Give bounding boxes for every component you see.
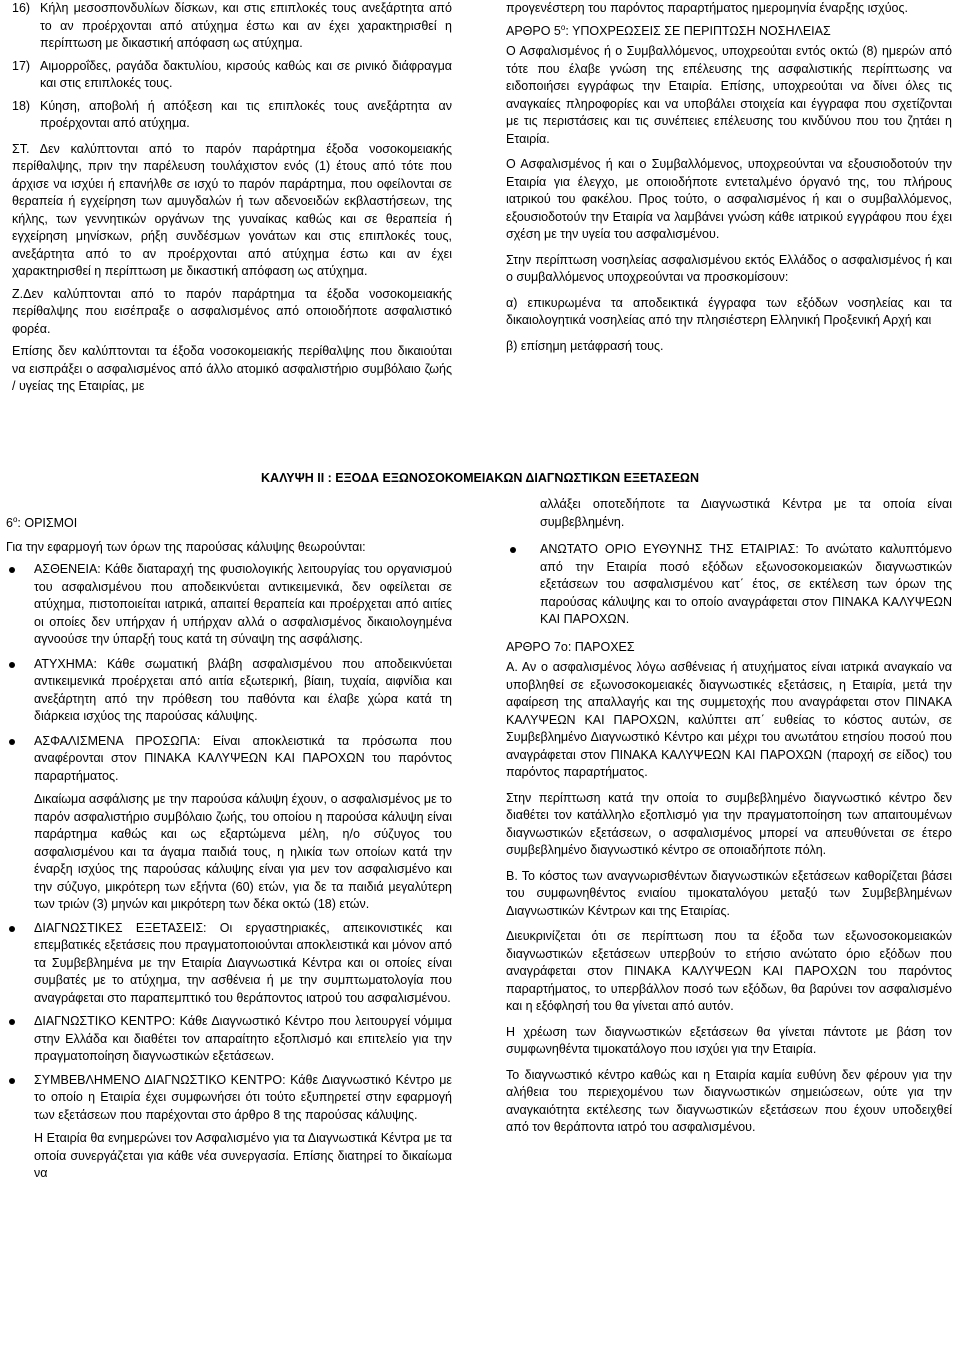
insured-persons-continuation: Δικαίωμα ασφάλισης με την παρούσα κάλυψη έχουν, ο ασφαλισμένος με το παρόν ασφαλιστήριο συμβόλαιο ζωής, του οποίου η παρούσα κάλυψη είναι παράρτημα καθώς και ως εξαρτώμενα μέλη, η/ο σύζυγος του ασφαλισμένου και τα άγαμα παιδιά τους, η ηλικία των οποίων κατά την έναρξη ισχύος της παρούσας κάλυψης είναι για μεν τον ασφαλισμένο και την σύζυγο, μικρότερη των εξήντα (60) ετών, για δε τα παιδιά μεγαλύτερη των τριών (3) μηνών και μικρότερη των δέκα οκτώ (18) ετών. [34,792,452,911]
top-left-column [12,0,452,401]
paragraph-st: ΣΤ. Δεν καλύπτονται από το παρόν παράρτημα έξοδα νοσοκομειακής περίθαλψης, πριν την παρέλευση τουλάχιστον ενός (1) έτους από τότε που άρχισε να ισχύει ή επανήλθε σε ισχύ το παρόν παράρτημα, που οφείλονται σε θεραπεία ή εγχείρηση των αμυγδαλών ή των αδενοειδών εκβλαστήσεων, της κήλης, των γεννητικών οργάνων της γυναίκας καθώς και σε θεραπεία ή εγχείρηση μηνίσκων, ρήξη συνδέσμων γονάτων και στις επιπλοκές τους, ανεξάρτητα από το αν προέρχονται από ατύχημα έστω και αν έχει χαρακτηρισθεί η περίπτωση με δικαστική απόφαση ως ατύχημα. [12,141,452,278]
continuation-text: αλλάξει οποτεδήποτε τα Διαγνωστικά Κέντρα με τα οποία είναι συμβεβλημένη. [540,497,952,529]
definition-diagnostic-center: ΔΙΑΓΝΩΣΤΙΚΟ ΚΕΝΤΡΟ: Κάθε Διαγνωστικό Κέντρο που λειτουργεί νόμιμα στην Ελλάδα και διαθέτει τον απαραίτητο εξοπλισμό και επιτελείο για την πραγματοποίηση διαγνωστικών εξετάσεων. [6,1013,452,1066]
definition-insured-persons: ΑΣΦΑΛΙΣΜΕΝΑ ΠΡΟΣΩΠΑ: Είναι αποκλειστικά τα πρόσωπα που αναφέρονται στον ΠΙΝΑΚΑ ΚΑΛΥΨΕΩΝ ΚΑΙ ΠΑΡΟΧΩΝ του παρόντος παραρτήματος. [6,733,452,786]
bullet-icon [9,926,15,932]
article-5-para-5: β) επίσημη μετάφρασή τους. [506,338,664,353]
article-7-title: ΑΡΘΡΟ 7ο: ΠΑΡΟΧΕΣ [506,639,635,654]
definition-accident: ΑΤΥΧΗΜΑ: Κάθε σωματική βλάβη ασφαλισμένου που αποδεικνύεται αντικειμενικά προέρχεται από αιτία εξωτερική, βίαιη, τυχαία, αιφνίδια και ανεξάρτητη από την πρόθεση του παθόντα και έλαβε χώρα κατά τη διάρκεια ισχύος της παρούσας κάλυψης. [6,656,452,726]
continuation-text: προγενέστερη του παρόντος παραρτήματος ημερομηνία έναρξης ισχύος. [506,1,908,15]
article-7-para-b4: Το διαγνωστικό κέντρο καθώς και η Εταιρία καμία ευθύνη δεν φέρουν για την αλήθεια του περιεχομένου των διαγνωστικών σημειώσεων, ούτε για την αναγκαιότητα εκτέλεσης των διαγνωστικών εξετάσεων που έχουν υποδειχθεί από τον θεράποντα ιατρό του ασφαλισμένου. [506,1067,952,1134]
exclusion-item-16 [12,0,452,53]
bullet-icon [9,1078,15,1084]
exclusion-item-17 [12,58,452,93]
contracted-center-continuation: Η Εταιρία θα ενημερώνει τον Ασφαλισμένο για τα Διαγνωστικά Κέντρα με τα οποία συνεργάζεται για κάθε νέα συνεργασία. Επίσης διατηρεί το δικαίωμα να [34,1131,452,1180]
article-7-para-a: Α. Αν ο ασφαλισμένος λόγω ασθένειας ή ατυχήματος είναι ιατρικά αναγκαίο να υποβληθεί σε εξωνοσοκομειακές διαγνωστικές εξετάσεις, η Εταιρία, μετά την αφαίρεση της απαλλαγής και της συμμετοχής που αναγράφεται στον ΠΙΝΑΚΑ ΚΑΛΥΨΕΩΝ ΚΑΙ ΠΑΡΟΧΩΝ, καλύπτει απ΄ ευθείας το κόστος αυτών, σε Συμβεβλημένο Διαγνωστικό Κέντρο και μέχρι του ανωτάτου ετησίου ποσού που αναγράφεται στον ΠΙΝΑΚΑ ΚΑΛΥΨΕΩΝ ΚΑΙ ΠΑΡΟΧΩΝ (παροχή σε είδος) του παρόντος παραρτήματος. [506,660,952,779]
article-6-title: $6^o$: ΟΡΙΣΜΟΙ [6,514,78,530]
section-title: ΚΑΛΥΨΗ ΙΙ : ΕΞΟΔΑ ΕΞΩΝΟΣΟΚΟΜΕΙΑΚΩΝ ΔΙΑΓΝΩΣΤΙΚΩΝ ΕΞΕΤΑΣΕΩΝ [261,471,699,485]
item-text: Κήλη μεσοσπονδυλίων δίσκων, και στις επιπλοκές τους ανεξάρτητα από το αν προέρχονται από ατύχημα έστω και αν έχει χαρακτηρισθεί η περίπτωση με δικαστική απόφαση ως ατύχημα. [40,1,452,50]
article-5-para-1: Ο Ασφαλισμένος ή ο Συμβαλλόμενος, υποχρεούται εντός οκτώ (8) ημερών από τότε που έλαβε γνώση της επέλευσης της ασφαλιστικής περίπτωσης να ειδοποιήσει εγγράφως την Εταιρία. Επίσης, υποχρεούται να δίνει όλες τις αναγκαίες πληροφορίες και να υποβάλει στοιχεία και έγγραφα που σχετίζονται με τις περιστάσεις και τις συνέπειες επέλευσης του κινδύνου που του ζητάει η Εταιρία. [506,44,952,146]
definition-diagnostic-tests: ΔΙΑΓΝΩΣΤΙΚΕΣ ΕΞΕΤΑΣΕΙΣ: Οι εργαστηριακές, απεικονιστικές και επεμβατικές εξετάσεις που πραγματοποιούνται αποκλειστικά και μόνον από τα Συμβεβλημένα με την Εταιρία Διαγνωστικά Κέντρα και οι οποίες είναι συμβατές με το ατύχημα, την ασθένεια ή με την συμπτωματολογία που αναγράφεται στο παραπεμπτικό του θεράποντος ιατρού του ασφαλισμένου. [6,920,452,1008]
bullet-icon [9,1019,15,1025]
article-7-para-b2: Διευκρινίζεται ότι σε περίπτωση που τα έξοδα των εξωνοσοκομειακών διαγνωστικών εξετάσεων υπερβούν το ετήσιο ανώτατο όριο εξόδων που αναγράφεται στον ΠΙΝΑΚΑ ΚΑΛΥΨΕΩΝ ΚΑΙ ΠΑΡΟΧΩΝ του παρόντος παραρτήματος, το υπερβάλλον ποσό των εξόδων, θα βαρύνει τον ασφαλισμένο και η εξόφλησή του θα γίνεται από αυτόν. [506,929,952,1013]
article-5-para-4: α) επικυρωμένα τα αποδεικτικά έγγραφα των εξόδων νοσηλείας και τα δικαιολογητικά νοσηλείας από την πλησιέστερη Ελληνική Προξενική Αρχή και [506,295,952,327]
definition-contracted-center: ΣΥΜΒΕΒΛΗΜΕΝΟ ΔΙΑΓΝΩΣΤΙΚΟ ΚΕΝΤΡΟ: Κάθε Διαγνωστικό Κέντρο με το οποίο η Εταιρία έχει συμφωνήσει ότι τούτο εξυπηρετεί στην εφαρμογή των εξετάσεων που παρέχονται στο άρθρο 8 της παρούσας κάλυψης. [6,1072,452,1125]
definitions-intro: Για την εφαρμογή των όρων της παρούσας κάλυψης θεωρούνται: [6,539,366,554]
article-5-para-3: Στην περίπτωση νοσηλείας ασφαλισμένου εκτός Ελλάδος ο ασφαλισμένος ή και ο συμβαλλόμενος υποχρεούνται να προσκομίσουν: [506,252,952,284]
article-5-title: ΑΡΘΡΟ $5^o$: ΥΠΟΧΡΕΩΣΕΙΣ ΣΕ ΠΕΡΙΠΤΩΣΗ ΝΟΣΗΛΕΙΑΣ [506,22,831,38]
paragraph-also: Επίσης δεν καλύπτονται τα έξοδα νοσοκομειακής περίθαλψης που δικαιούται να εισπράξει ο ασφαλισμένος από άλλο ατομικό ασφαλιστήριο συμβόλαιο ζωής / υγείας της Εταιρίας, με [12,344,452,393]
article-5-para-2: Ο Ασφαλισμένος ή και ο Συμβαλλόμενος, υποχρεούνται να εξουσιοδοτούν την Εταιρία για έλεγχο, με οποιοδήποτε εντεταλμένο όργανό της, του πλήρους ιατρικού του φακέλου. Προς τούτο, ο ασφαλισμένος ή και ο συμβαλλόμενος, εξουσιοδοτούν την Εταιρία να λαμβάνει γνώση κάθε ιατρικού εγγράφου που έχει σχέση με την υγεία του ασφαλισμένου. [506,157,952,241]
bottom-left-column [6,515,452,1188]
bullet-icon [9,662,15,668]
bullet-icon [9,567,15,573]
bullet-icon [510,547,516,553]
article-7-para-a2: Στην περίπτωση κατά την οποία το συμβεβλημένο διαγνωστικό κέντρο δεν διαθέτει τον κατάλληλο εξοπλισμό για την πραγματοποίηση των απαιτουμένων διαγνωστικών εξετάσεων, ο ασφαλισμένος μπορεί να απευθύνεται σε έτερο συμβεβλημένο διαγνωστικό κέντρο σε οποιαδήποτε πόλη. [506,790,952,857]
definition-max-liability: ΑΝΩΤΑΤΟ ΟΡΙΟ ΕΥΘΥΝΗΣ ΤΗΣ ΕΤΑΙΡΙΑΣ: Το ανώτατο καλυπτόμενο από την Εταιρία ποσό εξόδων εξωνοσοκομειακών διαγνωστικών εξετάσεων του ασφαλισμένου κατ΄ έτος, σε εκτέλεση των όρων της παρούσας κάλυψης και το οποίο αναγράφεται στον ΠΙΝΑΚΑ ΚΑΛΥΨΕΩΝ ΚΑΙ ΠΑΡΟΧΩΝ. [506,541,952,629]
exclusion-item-18 [12,98,452,133]
article-7-para-b: Β. Το κόστος των αναγνωρισθέντων διαγνωστικών εξετάσεων καθορίζεται βάσει του συμφωνηθέντος ενιαίου τιμοκαταλόγου μεταξύ των Συμβεβλημένων Διαγνωστικών Κέντρων και της Εταιρίας. [506,868,952,918]
item-number: 17) [12,58,31,73]
bottom-right-column [506,496,952,1142]
top-right-column [506,0,952,360]
bullet-icon [9,739,15,745]
definition-illness: ΑΣΘΕΝΕΙΑ: Κάθε διαταραχή της φυσιολογικής λειτουργίας του οργανισμού του ασφαλισμένου που αποδεικνύεται αντικειμενικά, δεν οφείλεται σε ατύχημα, πιστοποιείται ιατρικά, απαιτεί θεραπεία και προέρχεται από αιτίες οι οποίες δεν υπήρχαν ή υπήρχαν αλλά ο ασφαλισμένος δικαιολογημένα αγνοούσε την ύπαρξή τους κατά τη σύναψη της ασφάλισης. [6,561,452,649]
article-7-para-b3: Η χρέωση των διαγνωστικών εξετάσεων θα γίνεται πάντοτε με βάση τον συμφωνηθέντα τιμοκατάλογο που ισχύει για την Εταιρία. [506,1024,952,1056]
paragraph-z: Ζ.Δεν καλύπτονται από το παρόν παράρτημα τα έξοδα νοσοκομειακής περίθαλψης που εισέπραξε ο ασφαλισμένος από οποιοδήποτε ασφαλιστικό φορέα. [12,286,452,336]
item-number: 16) [12,1,31,15]
item-text: Αιμορροΐδες, ραγάδα δακτυλίου, κιρσούς καθώς και σε ρινικό διάφραγμα και στις επιπλοκές τους. [40,58,452,90]
item-text: Κύηση, αποβολή ή απόξεση και τις επιπλοκές τους ανεξάρτητα αν προέρχονται από ατύχημα. [40,98,452,130]
item-number: 18) [12,98,31,113]
